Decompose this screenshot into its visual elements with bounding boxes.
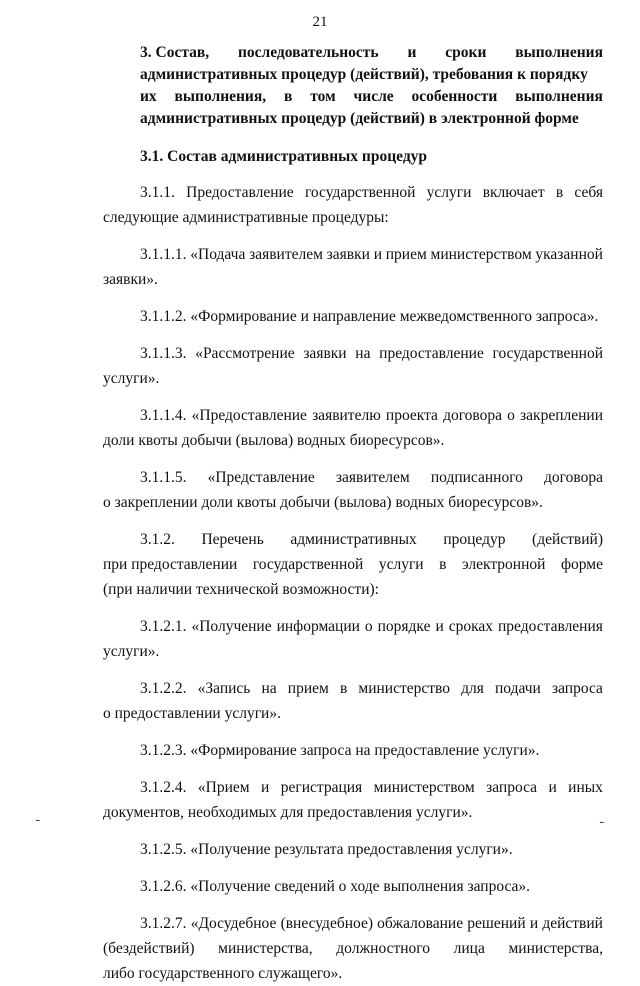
paragraph-line: о предоставлении услуги».	[103, 705, 281, 722]
paragraph	[103, 738, 603, 763]
paragraph-word: запроса	[486, 779, 538, 796]
heading-word: выполнения	[515, 88, 603, 105]
paragraph-word: государственной	[492, 345, 603, 362]
paragraph-word: и	[529, 915, 539, 932]
paragraph-word: форме	[560, 556, 603, 573]
paragraph-line: 3.1.2.3. «Формирование запроса на предоставление услуги».	[140, 742, 540, 759]
paragraph-word: 3.1.1.1.	[140, 246, 187, 263]
paragraph-word: договора	[443, 407, 503, 424]
paragraph-word: решений	[467, 915, 526, 932]
paragraph-word: «Рассмотрение	[195, 345, 295, 362]
paragraph-word: для	[461, 680, 484, 697]
paragraph	[103, 403, 603, 453]
paragraph-word: на	[355, 345, 371, 362]
paragraph-word: услуги	[426, 184, 472, 201]
heading-word: числе	[353, 88, 394, 105]
document-body	[103, 38, 603, 986]
subsection-heading: 3.1. Состав административных процедур	[140, 148, 428, 165]
paragraph-word: включает	[482, 184, 545, 201]
paragraph-word: порядке	[377, 618, 431, 635]
paragraph	[103, 911, 603, 986]
paragraph-line: услуги».	[103, 643, 160, 660]
paragraph-word: 3.1.2.2.	[140, 680, 187, 697]
paragraph-word: при предоставлении	[103, 556, 238, 573]
paragraph-word: 3.1.2.7.	[140, 915, 187, 932]
paragraph-justified-line	[103, 936, 603, 961]
paragraph-word: министерством	[430, 246, 532, 263]
paragraph-word: процедур	[443, 531, 506, 548]
paragraph-word: министерства,	[508, 940, 603, 957]
paragraph-word: на	[261, 680, 277, 697]
paragraph	[103, 676, 603, 726]
paragraph-word: о	[364, 618, 373, 635]
paragraph-word: о	[507, 407, 515, 424]
paragraph-word: договора	[544, 469, 603, 486]
heading-word: последовательность	[237, 44, 379, 61]
heading-word: их	[140, 88, 157, 105]
paragraph-word: «Досудебное	[190, 915, 277, 932]
scan-mark: ـ	[600, 812, 604, 826]
paragraph-word: прием	[385, 246, 427, 263]
paragraph-word: в	[439, 556, 447, 573]
paragraph	[103, 180, 603, 230]
paragraph-word: (внесудебное)	[280, 915, 373, 932]
paragraph-word: «Подача	[190, 246, 246, 263]
paragraph-line: либо государственного служащего».	[103, 965, 343, 982]
paragraph-word: административных	[290, 531, 417, 548]
paragraph-justified-line	[103, 552, 603, 577]
paragraph-word: (бездействий)	[103, 940, 195, 957]
paragraph-word: «Получение	[191, 618, 272, 635]
paragraph-word: министерство	[358, 680, 450, 697]
paragraph	[103, 527, 603, 602]
section-heading	[103, 42, 603, 130]
paragraph-word: прием	[287, 680, 329, 697]
paragraph-first-line	[103, 180, 603, 205]
paragraph-line: документов, необходимых для предоставления услуги».	[103, 804, 473, 821]
paragraph-word: 3.1.1.3.	[140, 345, 187, 362]
paragraph-word: сроках	[448, 618, 494, 635]
page-number: 21	[312, 14, 328, 30]
paragraph	[103, 242, 603, 292]
paragraph-word: и	[261, 779, 270, 796]
paragraph-word: запроса	[551, 680, 603, 697]
scan-mark: ـ	[36, 810, 40, 824]
paragraph-word: Перечень	[201, 531, 264, 548]
paragraph-line: 3.1.2.5. «Получение результата предоставления услуги».	[140, 841, 513, 858]
paragraph-word: заявки	[326, 246, 370, 263]
section-heading-line-3	[103, 86, 603, 108]
paragraph-word: проекта	[385, 407, 438, 424]
paragraph-line: о закреплении доли квоты добычи (вылова) водных биоресурсов».	[103, 494, 543, 511]
paragraph	[103, 874, 603, 899]
paragraph-word: регистрация	[280, 779, 363, 796]
paragraph-first-line	[103, 911, 603, 936]
paragraph-word: услуги	[378, 556, 424, 573]
paragraph-line: 3.1.1.2. «Формирование и направление межведомственного запроса».	[140, 308, 599, 325]
paragraph-word: обжалование	[377, 915, 464, 932]
paragraph-line: следующие административные процедуры:	[103, 209, 389, 226]
paragraph-line: заявки».	[103, 271, 158, 288]
heading-word: 3. Состав,	[140, 44, 210, 61]
paragraph-word: и	[373, 246, 382, 263]
paragraph-word: Предоставление	[186, 184, 294, 201]
paragraph-word: и	[548, 779, 557, 796]
paragraph-first-line	[103, 614, 603, 639]
paragraph	[103, 341, 603, 391]
paragraph	[103, 465, 603, 515]
paragraph-word: действий	[542, 915, 603, 932]
paragraph-word: заявителю	[312, 407, 381, 424]
paragraph-first-line	[103, 341, 603, 366]
paragraph-word: предоставления	[497, 618, 603, 635]
paragraph-first-line	[103, 403, 603, 428]
paragraph-word: «Предоставление	[191, 407, 307, 424]
paragraph-first-line	[103, 465, 603, 490]
paragraph-word: 3.1.1.5.	[140, 469, 187, 486]
paragraph-first-line	[103, 775, 603, 800]
paragraph-word: должностного	[336, 940, 431, 957]
heading-word: сроки	[445, 44, 487, 61]
paragraph-word: министерством	[373, 779, 475, 796]
paragraph-word: «Представление	[207, 469, 315, 486]
paragraph-word: закреплении	[520, 407, 603, 424]
paragraph-first-line	[103, 242, 603, 267]
paragraph-word: в	[555, 184, 564, 201]
paragraph	[103, 837, 603, 862]
paragraph-word: 3.1.1.4.	[140, 407, 187, 424]
paragraph-word: государственной	[252, 556, 364, 573]
paragraph-word: указанной	[535, 246, 603, 263]
paragraph-word: «Запись	[197, 680, 251, 697]
heading-word: особенности	[411, 88, 498, 105]
heading-word: выполнения,	[174, 88, 267, 105]
heading-word: выполнения	[515, 44, 603, 61]
paragraph-line: (при наличии технической возможности):	[103, 581, 379, 598]
section-heading-line-2: административных процедур (действий), требования к порядку	[140, 66, 588, 83]
paragraph-word: заявки	[303, 345, 347, 362]
paragraph-word: 3.1.2.	[140, 531, 175, 548]
paragraph-word: лица	[453, 940, 485, 957]
paragraph-word: электронной	[462, 556, 546, 573]
paragraph-word: и	[435, 618, 444, 635]
paragraph-word: 3.1.2.1.	[140, 618, 187, 635]
paragraph	[103, 614, 603, 664]
paragraph-line: услуги».	[103, 370, 160, 387]
paragraph-word: 3.1.2.4.	[140, 779, 187, 796]
paragraph-line: доли квоты добычи (вылова) водных биоресурсов».	[103, 432, 445, 449]
section-heading-line-4: административных процедур (действий) в электронной форме	[140, 110, 579, 127]
paragraph-word: подписанного	[430, 469, 523, 486]
paragraph-first-line	[103, 527, 603, 552]
paragraph-word: (действий)	[532, 531, 603, 548]
paragraph-word: «Прием	[197, 779, 250, 796]
paragraph-word: министерства,	[218, 940, 313, 957]
paragraph-word: 3.1.1.	[140, 184, 175, 201]
paragraph-word: государственной	[304, 184, 416, 201]
paragraph	[103, 304, 603, 329]
paragraph-word: себя	[574, 184, 603, 201]
paragraph-first-line	[103, 676, 603, 701]
paragraph-word: в	[339, 680, 348, 697]
paragraph-word: предоставление	[379, 345, 484, 362]
paragraph-list	[103, 180, 603, 986]
paragraph-word: заявителем	[335, 469, 410, 486]
section-heading-line-1	[103, 42, 603, 64]
heading-word: том	[310, 88, 336, 105]
paragraph-word: иных	[568, 779, 603, 796]
paragraph-word: информации	[276, 618, 360, 635]
heading-word: в	[283, 88, 293, 105]
paragraph-word: заявителем	[249, 246, 323, 263]
paragraph-word: подачи	[495, 680, 541, 697]
heading-word: и	[407, 44, 417, 61]
paragraph-line: 3.1.2.6. «Получение сведений о ходе выполнения запроса».	[140, 878, 531, 895]
paragraph	[103, 775, 603, 825]
